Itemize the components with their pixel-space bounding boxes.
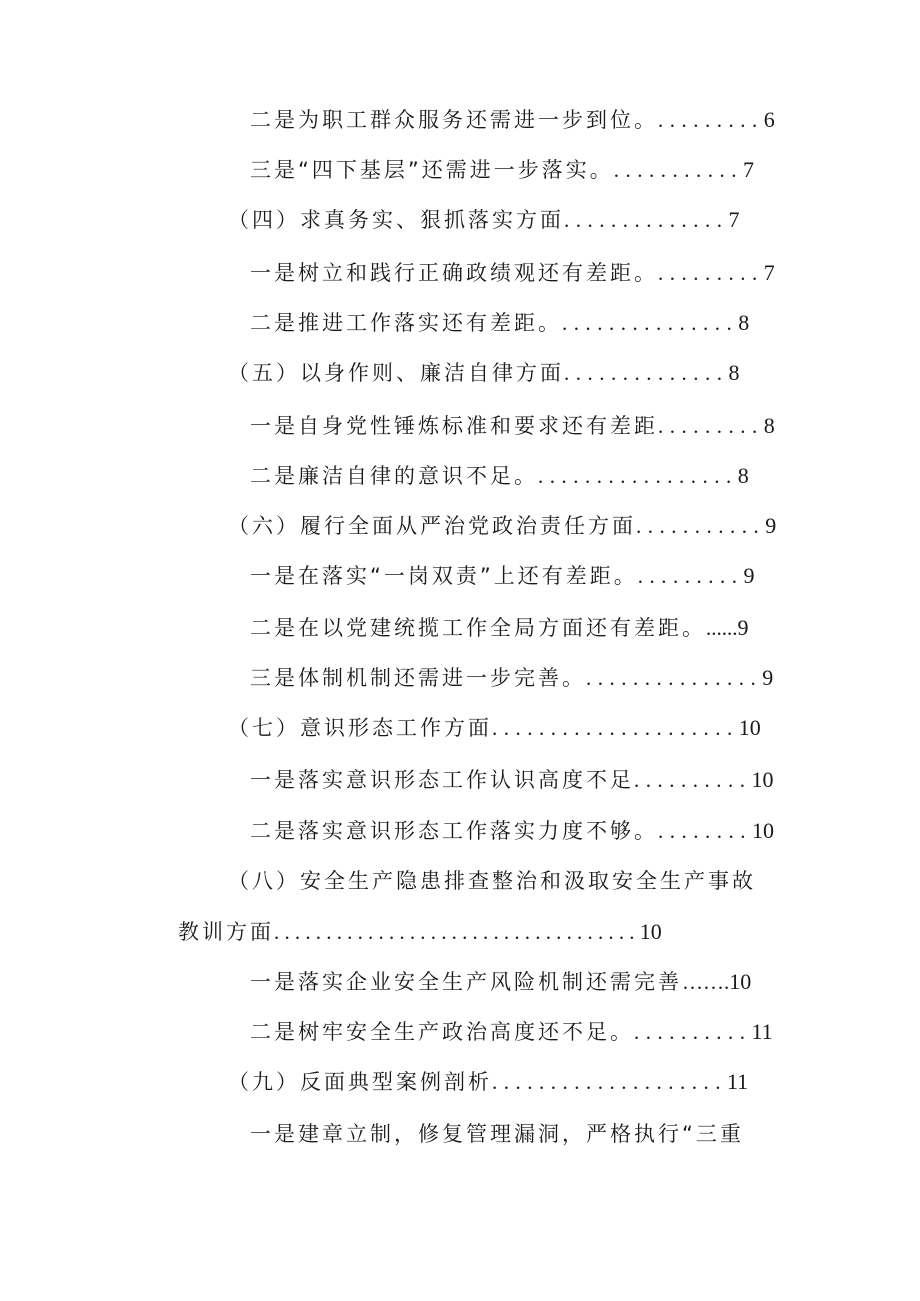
toc-entry-text: 一是落实企业安全生产风险机制还需完善 <box>250 970 682 994</box>
toc-page-number: 9 <box>762 665 774 690</box>
toc-page-number: 9 <box>743 563 755 588</box>
toc-leader: .................... <box>492 1070 727 1094</box>
toc-leader: ................................... <box>274 920 640 944</box>
toc-entry[interactable] <box>250 462 749 490</box>
toc-leader: ......... <box>658 261 764 285</box>
toc-entry-text: （六）履行全面从严治党政治责任方面 <box>228 514 636 538</box>
toc-section[interactable] <box>228 206 740 234</box>
paragraph-text: 一是建章立制，修复管理漏洞，严格执行“三重 <box>250 1122 744 1146</box>
toc-entry-text: 二是在以党建统揽工作全局方面还有差距。 <box>250 616 706 640</box>
toc-leader: ......... <box>658 414 764 438</box>
toc-leader: ........ <box>658 819 752 843</box>
toc-leader: .............. <box>564 361 729 385</box>
toc-entry-text: 一是落实意识形态工作认识高度不足 <box>250 768 634 792</box>
toc-entry-text: 二是推进工作落实还有差距。 <box>250 311 562 335</box>
toc-leader: ...... <box>706 616 738 640</box>
toc-entry-text: 一是树立和践行正确政绩观还有差距。 <box>250 261 658 285</box>
toc-entry[interactable] <box>250 562 755 590</box>
toc-leader: ......... <box>658 108 764 132</box>
toc-leader: ......... <box>637 564 744 588</box>
toc-page-number: 10 <box>639 919 662 944</box>
toc-entry-text: 二是树牢安全生产政治高度还不足。 <box>250 1020 634 1044</box>
toc-entry-text: 一是在落实“一岗双责”上还有差距。 <box>250 564 638 588</box>
toc-leader: ……. <box>682 970 730 994</box>
toc-page-number: 10 <box>729 969 752 994</box>
toc-leader: ..................... <box>492 716 739 740</box>
toc-leader: ........... <box>613 158 744 182</box>
toc-entry-text: （五）以身作则、廉洁自律方面 <box>228 361 564 385</box>
toc-entry-text: （八）安全生产隐患排查整治和汲取安全生产事故 <box>228 869 756 893</box>
toc-leader: ............... <box>562 311 739 335</box>
toc-section-continued[interactable] <box>178 918 662 946</box>
toc-page-number: 11 <box>727 1069 749 1094</box>
toc-entry-text: （九）反面典型案例剖析 <box>228 1070 492 1094</box>
body-paragraph-line <box>250 1120 744 1148</box>
toc-entry-text: 三是“四下基层”还需进一步落实。 <box>250 158 614 182</box>
toc-entry-text: 二是廉洁自律的意识不足。 <box>250 464 538 488</box>
toc-page-number: 7 <box>743 157 755 182</box>
toc-leader: ............... <box>586 666 763 690</box>
toc-entry[interactable] <box>250 412 775 440</box>
toc-entry[interactable] <box>250 968 751 996</box>
toc-leader: .............. <box>564 208 729 232</box>
toc-leader: ........... <box>636 514 766 538</box>
toc-entry[interactable] <box>250 259 775 287</box>
toc-entry[interactable] <box>250 766 774 794</box>
toc-page-number: 10 <box>751 767 774 792</box>
toc-entry[interactable] <box>250 156 754 184</box>
toc-entry[interactable] <box>250 1018 773 1046</box>
toc-section[interactable] <box>228 512 776 540</box>
toc-entry-text: （四）求真务实、狠抓落实方面 <box>228 208 564 232</box>
toc-section[interactable] <box>228 1068 748 1096</box>
toc-section[interactable] <box>228 867 756 895</box>
toc-entry[interactable] <box>250 664 773 692</box>
toc-leader: ................. <box>538 464 738 488</box>
toc-entry-text: 二是为职工群众服务还需进一步到位。 <box>250 108 658 132</box>
toc-entry-text: 一是自身党性锤炼标准和要求还有差距 <box>250 414 658 438</box>
toc-page-number: 7 <box>763 260 775 285</box>
toc-page-number: 8 <box>738 310 750 335</box>
toc-page-number: 10 <box>738 715 761 740</box>
toc-page-number: 9 <box>737 615 749 640</box>
toc-page-number: 10 <box>752 818 774 843</box>
toc-page-number: 7 <box>728 207 740 232</box>
toc-page-number: 8 <box>728 360 740 385</box>
toc-leader: .......... <box>634 768 752 792</box>
toc-entry[interactable] <box>250 309 749 337</box>
toc-entry[interactable] <box>250 614 749 642</box>
toc-page-number: 11 <box>751 1019 773 1044</box>
toc-page-number: 9 <box>765 513 777 538</box>
toc-entry-text: （七）意识形态工作方面 <box>228 716 492 740</box>
toc-entry-text: 二是落实意识形态工作落实力度不够。 <box>250 819 658 843</box>
toc-entry[interactable] <box>250 106 775 134</box>
toc-entry[interactable] <box>250 817 774 845</box>
toc-page-number: 6 <box>763 107 775 132</box>
toc-leader: .......... <box>634 1020 752 1044</box>
toc-entry-text: 教训方面 <box>178 920 274 944</box>
toc-page-number: 8 <box>737 463 749 488</box>
toc-section[interactable] <box>228 714 761 742</box>
toc-page-number: 8 <box>763 413 775 438</box>
toc-section[interactable] <box>228 359 740 387</box>
toc-entry-text: 三是体制机制还需进一步完善。 <box>250 666 586 690</box>
